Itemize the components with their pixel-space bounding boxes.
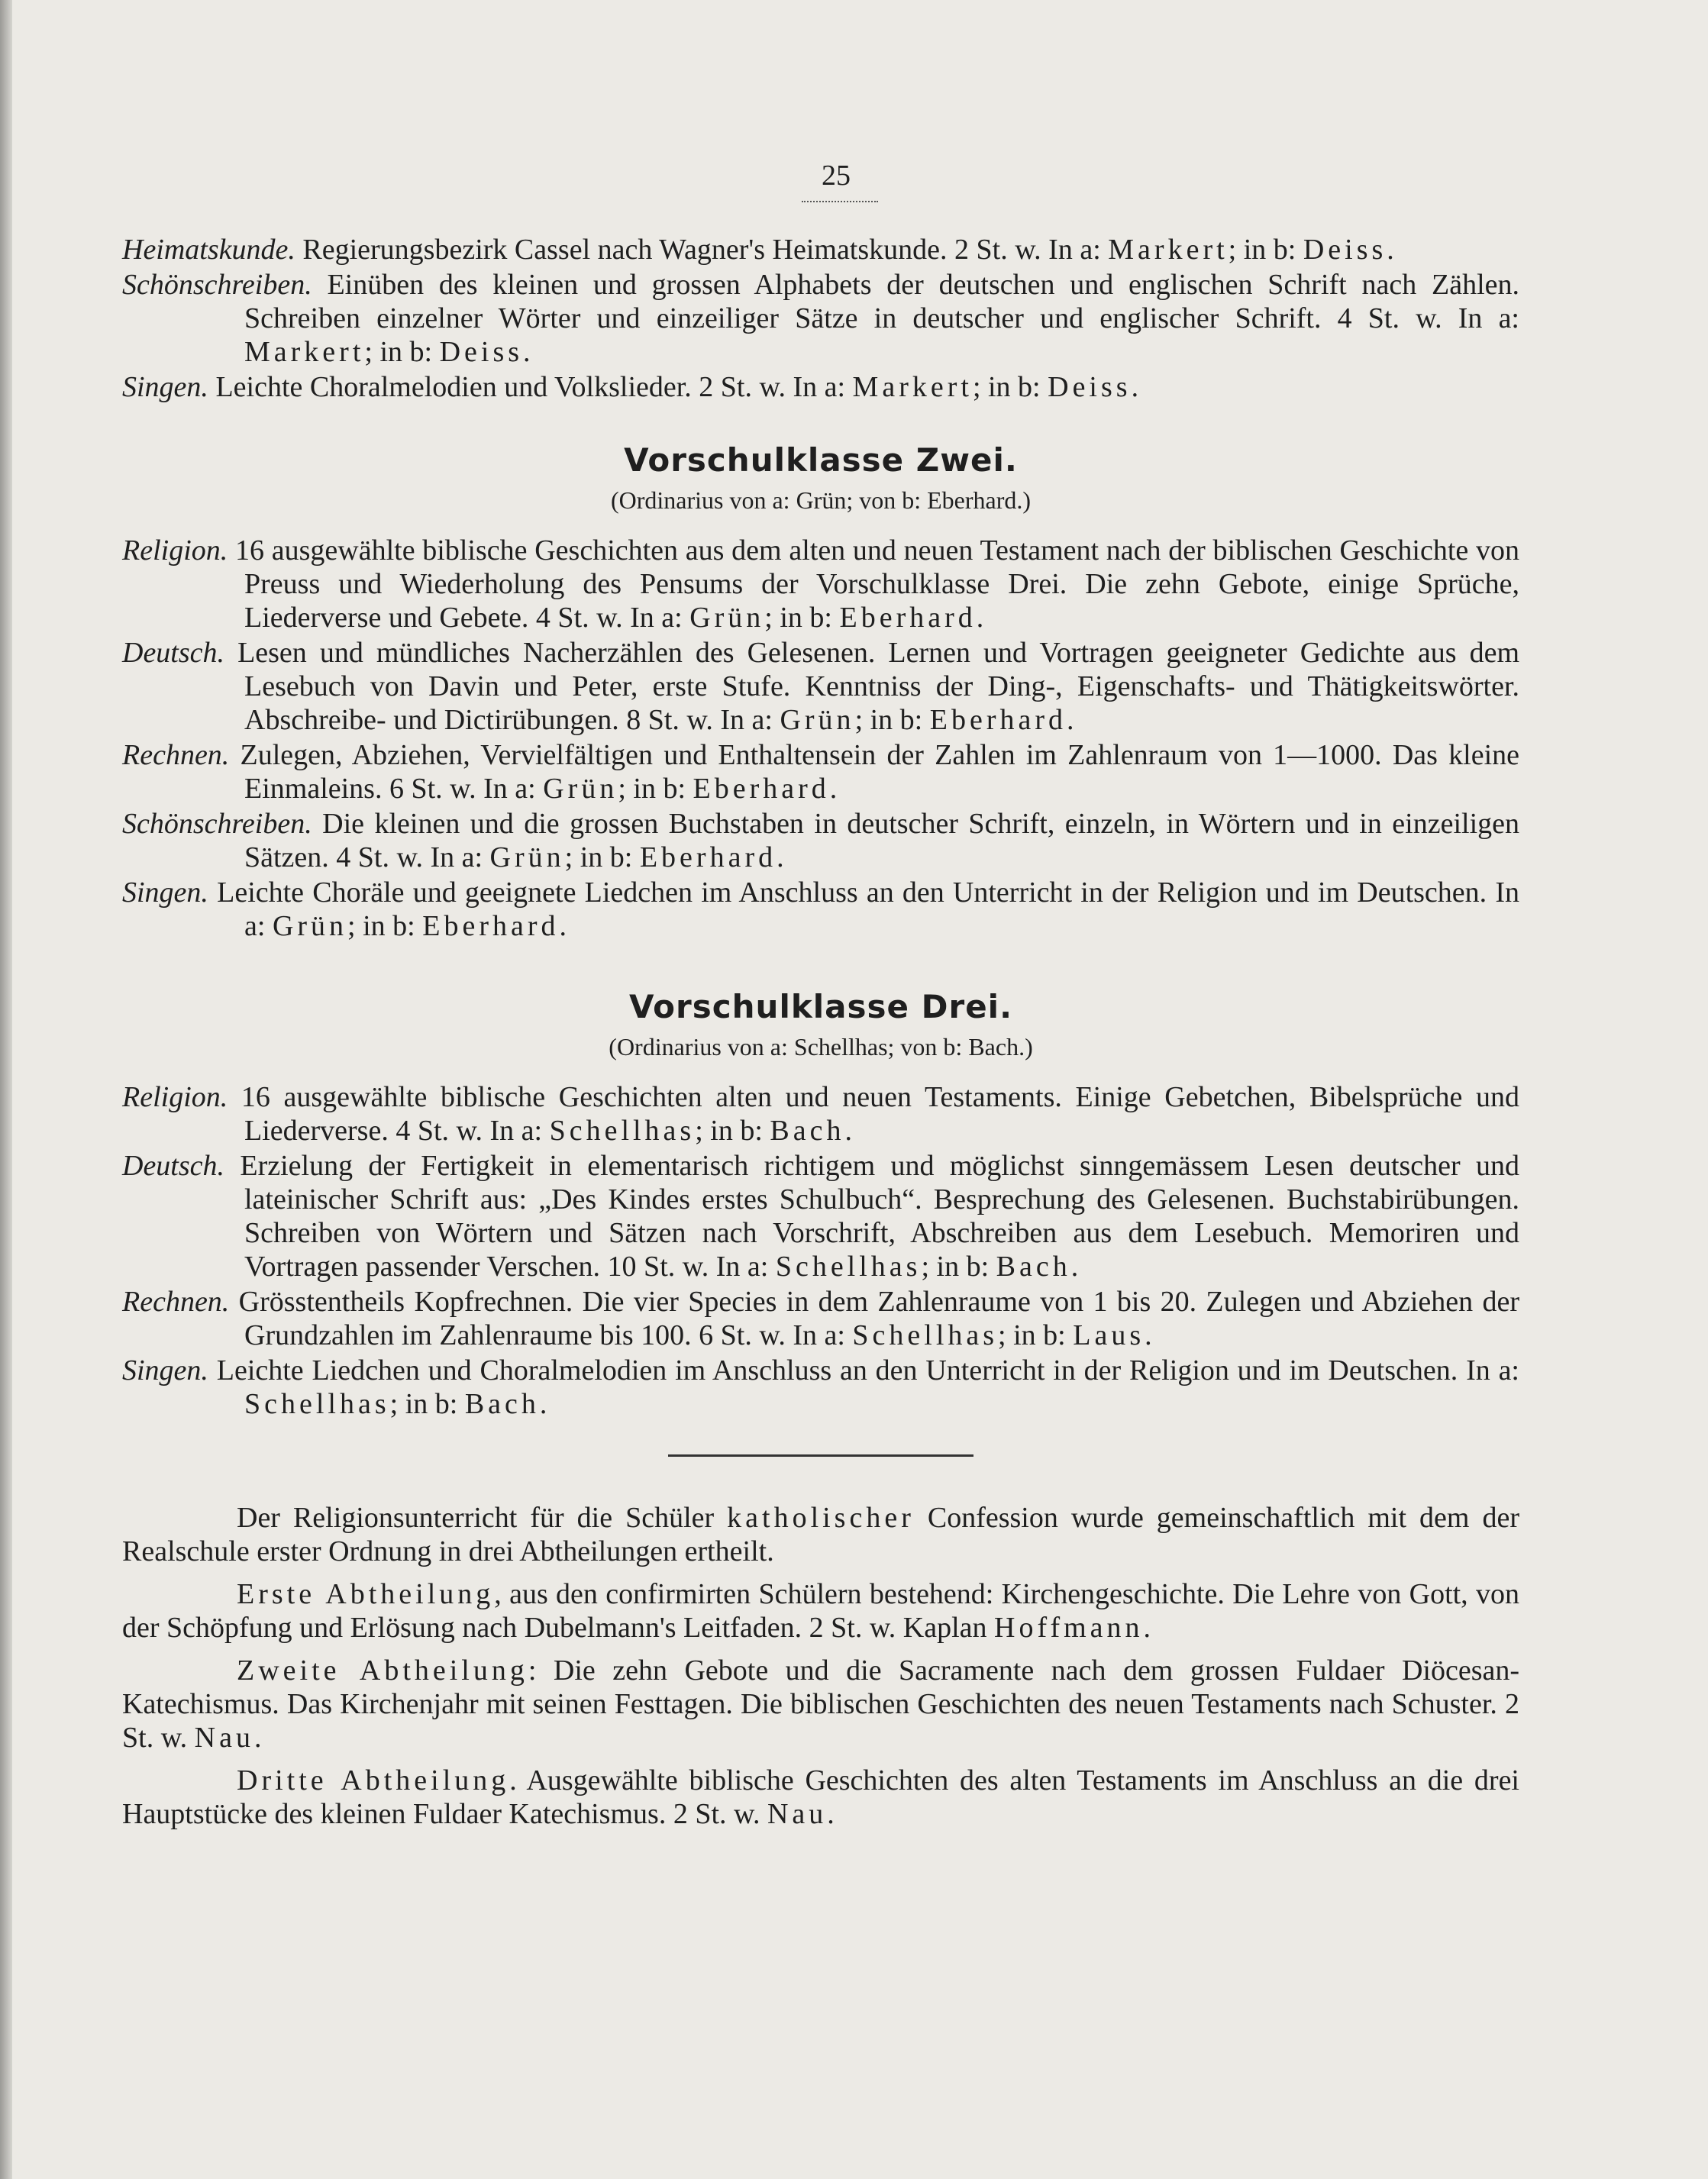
teacher-a: Schellhas: [852, 1319, 999, 1351]
section-ordinarius: (Ordinarius von a: Schellhas; von b: Bach.): [609, 1033, 1033, 1060]
entry-subject: Schönschreiben.: [122, 269, 312, 301]
entry-mid: ; in b:: [389, 1388, 465, 1420]
entry-subject: Rechnen.: [122, 739, 230, 771]
page-number-rule: [802, 201, 878, 202]
teacher-b: Deiss: [1048, 371, 1132, 403]
teacher-b: Deiss: [1303, 234, 1387, 266]
teacher-b: Eberhard: [639, 841, 777, 873]
teacher-a: Grün: [689, 602, 765, 634]
para-name: Nau: [767, 1798, 828, 1830]
para-spaced: katholischer: [727, 1502, 915, 1534]
para-end: .: [1143, 1612, 1151, 1644]
entry-end: .: [559, 910, 567, 942]
entry-text: 16 ausgewählte biblische Geschichten aus dem alten und neuen Testament nach der biblischen Geschichte von Preuss und Wiederholung des Pensums der Vorschulklasse Drei. Die zehn Gebote, einige Sprüche, Liederverse und Gebete. 4 St. w. In a:: [235, 534, 1520, 634]
entry-subject: Deutsch.: [122, 637, 225, 669]
entry-end: .: [1145, 1319, 1152, 1351]
section-ordinarius: (Ordinarius von a: Grün; von b: Eberhard.): [610, 486, 1032, 514]
para-spaced: Zweite Abtheilung: [237, 1654, 528, 1687]
entry-singen: [122, 370, 1519, 404]
teacher-a: Grün: [543, 773, 618, 805]
teacher-a: Markert: [1108, 234, 1229, 266]
paragraph-zweite-abtheilung: [122, 1654, 1519, 1754]
entry-text: Die kleinen und die grossen Buchstaben in deutscher Schrift, einzeln, in Wörtern und in einzeiligen Sätzen. 4 St. w. In a:: [244, 808, 1519, 873]
para-spaced: Erste Abtheilung: [237, 1578, 495, 1610]
entry-text: Leichte Choralmelodien und Volkslieder. 2 St. w. In a:: [215, 371, 853, 403]
para-text: : Die zehn Gebote und die Sacramente nach dem grossen Fuldaer Diöcesan-Katechismus. Das Kirchenjahr mit seinen Festtagen. Die biblischen Geschichten des neuen Testaments nach Schuster. 2 St. w.: [122, 1654, 1520, 1754]
entry-deutsch: [122, 636, 1519, 737]
entry-mid: ; in b:: [972, 371, 1048, 403]
entry-end: .: [1070, 1251, 1079, 1283]
entry-text: Leichte Liedchen und Choralmelodien im Anschluss an den Unterricht in der Religion und im Deutschen. In a:: [216, 1354, 1519, 1386]
teacher-a: Grün: [780, 704, 855, 736]
page-content: [122, 233, 1519, 1840]
entry-schoenschreiben: [122, 268, 1519, 369]
para-text: , aus den confirmirten Schülern bestehend: Kirchengeschichte. Die Lehre von Gott, von der Schöpfung und Erlösung nach Dubelmann's Leitfaden. 2 St. w. Kaplan: [122, 1578, 1519, 1644]
entry-text: Regierungsbezirk Cassel nach Wagner's Heimatskunde. 2 St. w. In a:: [302, 234, 1109, 266]
entry-religion: [122, 534, 1519, 634]
entry-singen: [122, 1354, 1519, 1421]
entry-religion: [122, 1080, 1519, 1148]
teacher-b: Eberhard: [422, 910, 560, 942]
entry-subject: Singen.: [122, 1354, 208, 1386]
teacher-a: Grün: [489, 841, 565, 873]
section-title: Vorschulklasse Zwei.: [624, 441, 1018, 479]
entry-end: .: [1131, 371, 1139, 403]
teacher-a: Markert: [852, 371, 973, 403]
entry-schoenschreiben: [122, 807, 1519, 874]
teacher-b: Deiss: [439, 336, 524, 368]
entry-end: .: [539, 1388, 547, 1420]
section-vorschulklasse-drei: [122, 990, 1519, 1421]
entry-text: Leichte Choräle und geeignete Liedchen im Anschluss an den Unterricht in der Religion und im Deutschen. In a:: [217, 876, 1520, 942]
entry-mid: ; in b:: [618, 773, 693, 805]
section-title: Vorschulklasse Drei.: [628, 988, 1013, 1025]
entry-mid: ; in b:: [1228, 234, 1303, 266]
para-name: Hoffmann: [994, 1612, 1144, 1644]
top-entries: [122, 233, 1519, 404]
closing-paragraphs: [122, 1501, 1519, 1831]
entry-text: Grösstentheils Kopfrechnen. Die vier Species in dem Zahlenraume von 1 bis 20. Zulegen und Abziehen der Grundzahlen im Zahlenraume bis 100. 6 St. w. In a:: [238, 1286, 1520, 1351]
entry-subject: Religion.: [122, 534, 228, 567]
teacher-a: Schellhas: [549, 1115, 696, 1147]
paragraph-erste-abtheilung: [122, 1577, 1519, 1645]
entry-end: .: [976, 602, 984, 634]
teacher-b: Eberhard: [839, 602, 977, 634]
paragraph-religionsunterricht: [122, 1501, 1519, 1568]
entry-end: .: [1387, 234, 1394, 266]
entry-end: .: [777, 841, 784, 873]
entry-subject: Schönschreiben.: [122, 808, 312, 840]
entry-mid: ; in b:: [998, 1319, 1074, 1351]
entry-text: Zulegen, Abziehen, Vervielfältigen und Enthaltensein der Zahlen im Zahlenraum von 1—1000. Das kleine Einmaleins. 6 St. w. In a:: [240, 739, 1519, 805]
entry-end: .: [1067, 704, 1074, 736]
para-text: Confession wurde gemeinschaftlich mit dem der Realschule erster Ordnung in drei Abtheilungen ertheilt.: [122, 1502, 1519, 1567]
teacher-a: Grün: [272, 910, 348, 942]
teacher-a: Schellhas: [775, 1251, 922, 1283]
entry-mid: ; in b:: [764, 602, 840, 634]
para-end: .: [253, 1722, 262, 1754]
entry-subject: Religion.: [122, 1081, 228, 1113]
entry-end: .: [844, 1115, 852, 1147]
entry-mid: ; in b:: [695, 1115, 770, 1147]
para-text: Der Religionsunterricht für die Schüler: [237, 1502, 728, 1534]
teacher-b: Bach: [770, 1115, 845, 1147]
entry-heimatskunde: [122, 233, 1519, 266]
para-name: Nau: [194, 1722, 254, 1754]
entry-subject: Singen.: [122, 876, 208, 909]
teacher-b: Laus: [1073, 1319, 1145, 1351]
entry-subject: Deutsch.: [122, 1150, 225, 1182]
paragraph-dritte-abtheilung: [122, 1764, 1519, 1831]
entry-mid: ; in b:: [364, 336, 440, 368]
section-divider: [668, 1454, 973, 1457]
entry-mid: ; in b:: [921, 1251, 996, 1283]
teacher-a: Markert: [244, 336, 365, 368]
teacher-b: Bach: [996, 1251, 1071, 1283]
page-number: 25: [822, 160, 851, 192]
entry-end: .: [523, 336, 531, 368]
entry-mid: ; in b:: [564, 841, 640, 873]
teacher-b: Eberhard: [693, 773, 830, 805]
teacher-a: Schellhas: [244, 1388, 390, 1420]
entry-subject: Rechnen.: [122, 1286, 230, 1318]
entry-rechnen: [122, 1285, 1519, 1352]
entry-text: Einüben des kleinen und grossen Alphabets der deutschen und englischen Schrift nach Zählen. Schreiben einzelner Wörter und einzeiliger Sätze in deutscher und englischer Schrift. 4 St. w. In a:: [244, 269, 1519, 334]
entry-text: Erzielung der Fertigkeit in elementarisch richtigem und möglichst sinngemässem Lesen deutscher und lateinischer Schrift aus: „Des Kindes erstes Schulbuch“. Besprechung des Gelesenen. Buchstabirübungen. Schreiben von Wörtern und Sätzen nach Vorschrift, Abschreiben aus dem Lesebuch. Memoriren und Vortragen passender Verschen. 10 St. w. In a:: [240, 1150, 1520, 1283]
entry-subject: Heimatskunde.: [122, 234, 295, 266]
section-vorschulklasse-zwei: [122, 441, 1520, 943]
entry-end: .: [829, 773, 838, 805]
entry-text: 16 ausgewählte biblische Geschichten alten und neuen Testaments. Einige Gebetchen, Bibelsprüche und Liederverse. 4 St. w. In a:: [241, 1081, 1519, 1147]
entry-subject: Singen.: [122, 371, 208, 403]
entry-singen: [122, 876, 1519, 943]
para-spaced: Dritte Abtheilung: [237, 1764, 510, 1796]
entry-mid: ; in b:: [347, 910, 423, 942]
teacher-b: Bach: [464, 1388, 540, 1420]
para-text: . Ausgewählte biblische Geschichten des alten Testaments im Anschluss an die drei Hauptstücke des kleinen Fuldaer Katechismus. 2 St. w.: [122, 1764, 1519, 1830]
entry-deutsch: [122, 1149, 1519, 1283]
teacher-b: Eberhard: [929, 704, 1067, 736]
entry-mid: ; in b:: [854, 704, 930, 736]
entry-rechnen: [122, 738, 1519, 805]
para-end: .: [827, 1798, 835, 1830]
page-edge-shadow: [0, 0, 12, 2179]
entry-text: Lesen und mündliches Nacherzählen des Gelesenen. Lernen und Vortragen geeigneter Gedichte aus dem Lesebuch von Davin und Peter, erste Stufe. Kenntniss der Ding-, Eigenschafts- und Thätigkeitswörter. Abschreibe- und Dictirübungen. 8 St. w. In a:: [237, 637, 1520, 736]
